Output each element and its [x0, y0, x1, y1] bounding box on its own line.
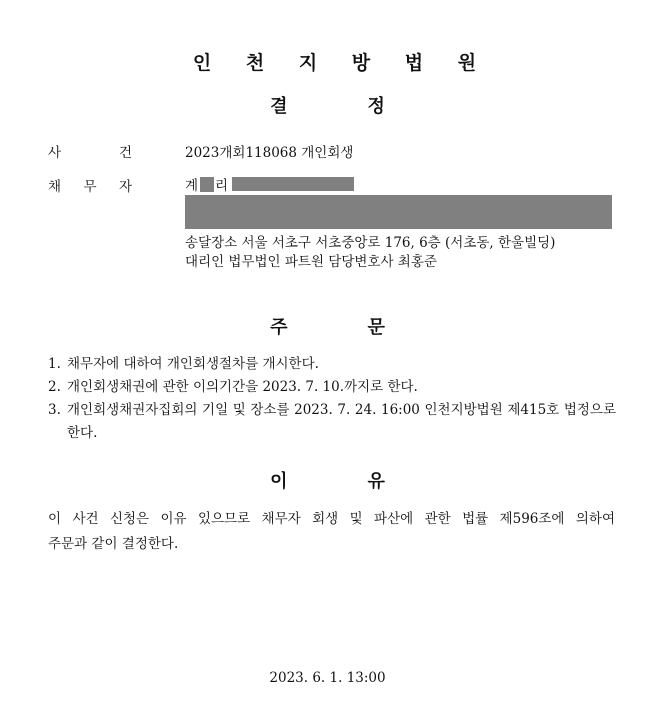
case-label-char: 사 — [48, 145, 62, 161]
case-label — [48, 141, 132, 161]
order-item — [48, 399, 616, 445]
document-type-char-left: 결 — [270, 96, 288, 117]
order-text: 개인회생채권자집회의 기일 및 장소를 2023. 7. 24. 16:00 인천지방법원 제415호 법정으로 한다. — [67, 402, 616, 441]
reason-line: 주문과 같이 결정한다. — [48, 536, 179, 552]
debtor-name-last: 리 — [215, 178, 229, 194]
document-type-char-right: 정 — [367, 96, 385, 117]
service-address: 송달장소 서울 서초구 서초중앙로 176, 6층 (서초동, 한울빌딩) — [185, 235, 556, 251]
court-name: 인 천 지 방 법 원 — [192, 52, 491, 74]
legal-agent: 대리인 법무법인 파트원 담당변호사 최홍준 — [185, 254, 437, 270]
case-number: 2023개회118068 개인회생 — [185, 145, 354, 161]
order-number: 3. — [48, 402, 61, 418]
order-number: 1. — [48, 356, 61, 372]
document-type-heading — [0, 92, 655, 118]
debtor-label-char: 무 — [83, 179, 97, 195]
reason-heading-char-left: 이 — [270, 471, 288, 492]
order-heading-char-left: 주 — [270, 317, 288, 338]
redaction-block — [200, 177, 214, 192]
order-text: 채무자에 대하여 개인회생절차를 개시한다. — [67, 356, 319, 372]
debtor-label — [48, 175, 132, 195]
decision-date: 2023. 6. 1. 13:00 — [269, 670, 386, 686]
debtor-name — [185, 174, 354, 194]
reason-paragraph — [48, 507, 615, 557]
debtor-name-first: 계 — [185, 178, 199, 194]
debtor-label-char: 채 — [48, 179, 62, 195]
address-redaction-block — [185, 195, 612, 229]
reason-heading-char-right: 유 — [367, 471, 385, 492]
reason-heading — [0, 467, 655, 493]
order-item — [48, 353, 616, 376]
debtor-label-char: 자 — [118, 179, 132, 195]
case-label-char: 건 — [118, 145, 132, 161]
order-text: 개인회생채권에 관한 이의기간을 2023. 7. 10.까지로 한다. — [67, 379, 418, 395]
order-heading — [0, 313, 655, 339]
order-heading-char-right: 문 — [367, 317, 385, 338]
redaction-block — [232, 177, 354, 191]
order-item — [48, 376, 616, 399]
order-number: 2. — [48, 379, 61, 395]
reason-line: 이 사건 신청은 이유 있으므로 채무자 회생 및 파산에 관한 법률 제596조에 의하여 — [48, 511, 615, 527]
